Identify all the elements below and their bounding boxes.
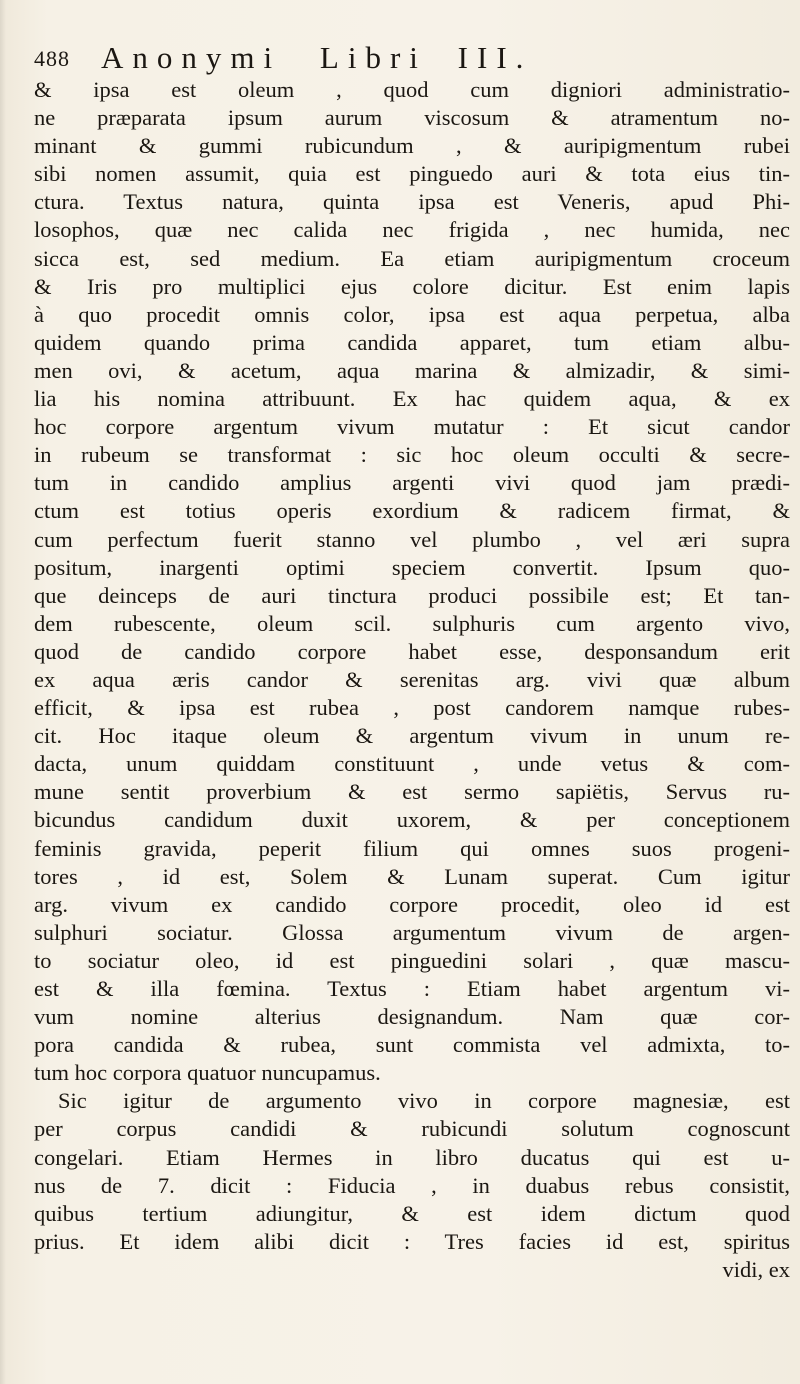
- text-line: prius. Et idem alibi dicit : Tres facies id est, spiritus: [34, 1228, 790, 1254]
- running-head: [34, 40, 790, 76]
- text-line: cit. Hoc itaque oleum & argentum vivum in unum re-: [34, 723, 790, 749]
- running-head-word-2: Libri: [319, 40, 427, 75]
- text-line-paragraph-start: Sic igitur de argumento vivo in corpore magnesiæ, est: [58, 1088, 790, 1114]
- text-line: quibus tertium adiungitur, & est idem dictum quod: [34, 1200, 790, 1226]
- text-line-paragraph-end: tum hoc corpora quatuor nuncupamus.: [34, 1060, 381, 1086]
- text-line: dem rubescente, oleum scil. sulphuris cum argento vivo,: [34, 610, 790, 636]
- text-line: à quo procedit omnis color, ipsa est aqua perpetua, alba: [34, 301, 790, 327]
- text-line: est & illa fœmina. Textus : Etiam habet argentum vi-: [34, 976, 790, 1001]
- text-line: quidem quando prima candida apparet, tum etiam albu-: [34, 329, 790, 355]
- text-line: ctura. Textus natura, quinta ipsa est Veneris, apud Phi-: [34, 189, 790, 215]
- text-line: sibi nomen assumit, quia est pinguedo auri & tota eius tin-: [34, 161, 790, 187]
- text-line: vum nomine alterius designandum. Nam quæ cor-: [34, 1004, 790, 1030]
- text-line: ctum est totius operis exordium & radicem firmat, &: [34, 498, 790, 524]
- text-line: dacta, unum quiddam constituunt , unde vetus & com-: [34, 751, 790, 777]
- text-line: men ovi, & acetum, aqua marina & almizadir, & simi-: [34, 357, 790, 383]
- text-line: pora candida & rubea, sunt commista vel admixta, to-: [34, 1032, 790, 1058]
- running-head-word-1: Anonymi: [101, 40, 282, 75]
- text-line: & Iris pro multiplici ejus colore dicitur. Est enim lapis: [34, 273, 790, 299]
- text-line: per corpus candidi & rubicundi solutum cognoscunt: [34, 1116, 790, 1142]
- text-line: & ipsa est oleum , quod cum digniori administratio-: [34, 77, 790, 102]
- catchword-line: vidi, ex: [722, 1256, 790, 1282]
- text-line: nus de 7. dicit : Fiducia , in duabus rebus consistit,: [34, 1172, 790, 1198]
- text-line: losophos, quæ nec calida nec frigida , nec humida, nec: [34, 217, 790, 243]
- text-line: mune sentit proverbium & est sermo sapiëtis, Servus ru-: [34, 779, 790, 805]
- text-line: bicundus candidum duxit uxorem, & per conceptionem: [34, 807, 790, 833]
- text-line: hoc corpore argentum vivum mutatur : Et sicut candor: [34, 414, 790, 440]
- text-line: quod de candido corpore habet esse, desponsandum erit: [34, 638, 790, 664]
- text-line: efficit, & ipsa est rubea , post candorem namque rubes-: [34, 695, 790, 721]
- body-text: [34, 76, 790, 1284]
- page-number: 488: [34, 46, 70, 71]
- running-head-word-3: III.: [457, 40, 533, 75]
- text-line: ne præparata ipsum aurum viscosum & atramentum no-: [34, 105, 790, 131]
- text-line: lia his nomina attribuunt. Ex hac quidem aqua, & ex: [34, 386, 790, 412]
- text-line: to sociatur oleo, id est pinguedini solari , quæ mascu-: [34, 947, 790, 973]
- text-line: in rubeum se transformat : sic hoc oleum occulti & secre-: [34, 442, 790, 468]
- text-line: positum, inargenti optimi speciem convertit. Ipsum quo-: [34, 554, 790, 580]
- page-gutter-shadow: [0, 0, 6, 1384]
- text-line: sicca est, sed medium. Ea etiam auripigmentum croceum: [34, 245, 790, 271]
- text-line: minant & gummi rubicundum , & auripigmentum rubei: [34, 133, 790, 159]
- text-line: que deinceps de auri tinctura produci possibile est; Et tan-: [34, 582, 790, 608]
- text-line: cum perfectum fuerit stanno vel plumbo , vel æri supra: [34, 526, 790, 552]
- text-line: arg. vivum ex candido corpore procedit, oleo id est: [34, 891, 790, 917]
- text-line: ex aqua æris candor & serenitas arg. vivi quæ album: [34, 666, 790, 692]
- text-line: feminis gravida, peperit filium qui omnes suos progeni-: [34, 835, 790, 861]
- text-line: tores , id est, Solem & Lunam superat. Cum igitur: [34, 863, 790, 889]
- text-line: tum in candido amplius argenti vivi quod jam prædi-: [34, 470, 790, 496]
- text-line: sulphuri sociatur. Glossa argumentum vivum de argen-: [34, 919, 790, 945]
- text-line: congelari. Etiam Hermes in libro ducatus qui est u-: [34, 1144, 790, 1170]
